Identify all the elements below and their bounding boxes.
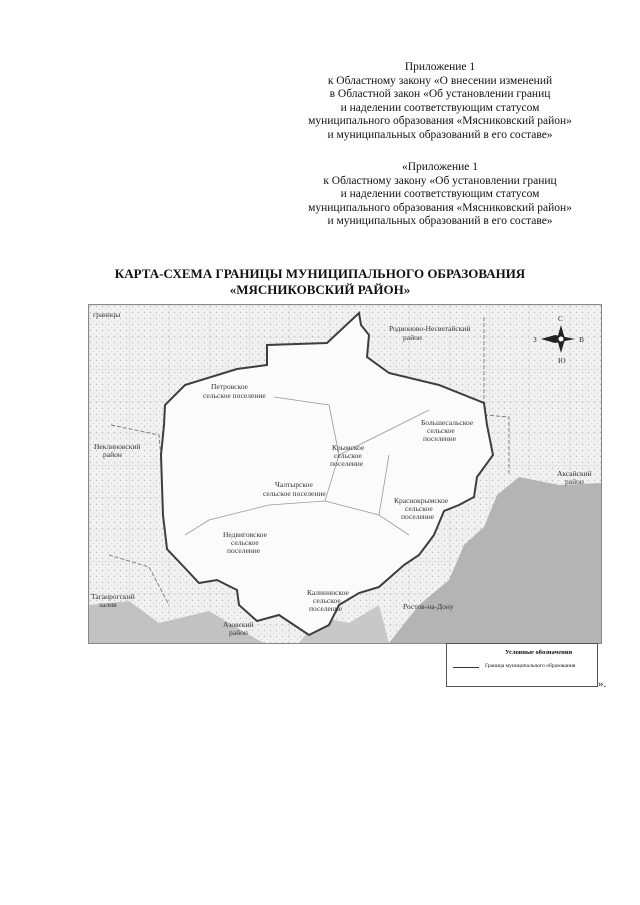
map-label-bolshesalskoe-sub2: поселение: [423, 434, 457, 443]
map-label-azovsky: Азовский: [223, 620, 254, 629]
map-label-krymskoe: Крымское: [332, 443, 365, 452]
map-label-taganrog: Таганрогский: [91, 592, 135, 601]
appendix-1-header: [280, 61, 600, 143]
map-title-line-2: «МЯСНИКОВСКИЙ РАЙОН»: [229, 282, 411, 297]
map-label-rodionovo: Родионово-Несветайский: [389, 324, 471, 333]
map-label-bolshesalskoe: Большесальское: [421, 418, 474, 427]
appendix-2-header: [280, 161, 600, 229]
legend-title: Условные обозначения: [505, 649, 573, 656]
map-label-aksaysky-sub: район: [565, 477, 584, 486]
map-label-azovsky-sub: район: [229, 628, 248, 637]
map-label-rodionovo-sub: район: [403, 333, 422, 342]
map-canvas: [89, 305, 601, 643]
district-map: [88, 304, 602, 644]
map-label-chaltyrskoe-sub: сельское поселение: [263, 489, 326, 498]
map-label-top-left: границы: [93, 310, 121, 319]
map-label-nedvigovskoe-sub2: поселение: [227, 546, 261, 555]
appendix-1-line: в Областной закон «Об установлении границ: [329, 88, 551, 101]
legend-boundary-line-icon: [453, 667, 479, 668]
compass-west: З: [533, 335, 537, 344]
map-label-petrovskoe: Петровское: [211, 382, 248, 391]
compass-east: В: [579, 335, 585, 344]
appendix-1-line: и наделении соответствующим статусом: [340, 101, 540, 114]
map-label-aksaysky: Аксайский: [557, 469, 592, 478]
map-label-krasnokrymskoe-sub2: поселение: [401, 512, 435, 521]
map-label-kalinovskoe-sub2: поселение: [309, 604, 343, 613]
appendix-2-line: к Областному закону «Об установлении границ: [323, 174, 557, 187]
appendix-1-line: Приложение 1: [404, 61, 476, 73]
map-title-line-1: КАРТА-СХЕМА ГРАНИЦЫ МУНИЦИПАЛЬНОГО ОБРАЗОВАНИЯ: [114, 266, 526, 281]
map-label-nedvigovskoe-sub: сельское: [231, 538, 259, 547]
compass-north: С: [558, 314, 564, 323]
map-label-krymskoe-sub: сельское: [334, 451, 362, 460]
map-label-rostov: Ростов-на-Дону: [403, 602, 454, 611]
map-label-neklinovsky: Неклиновский: [94, 442, 141, 451]
map-label-nedvigovskoe: Недвиговское: [223, 530, 267, 539]
appendix-2-line: и наделении соответствующим статусом: [340, 188, 540, 201]
appendix-1-line: и муниципальных образований в его составе»: [327, 128, 553, 141]
closing-quote-mark: ».: [598, 678, 607, 690]
legend-item-text: Граница муниципального образования: [485, 663, 576, 669]
map-label-neklinovsky-sub: район: [103, 450, 122, 459]
map-label-taganrog-sub: залив: [99, 600, 117, 609]
appendix-2-line: и муниципальных образований в его составе»: [327, 215, 553, 228]
map-label-bolshesalskoe-sub: сельское: [427, 426, 455, 435]
appendix-2-line: «Приложение 1: [401, 161, 479, 173]
map-label-kalinovskoe: Калининское: [307, 588, 349, 597]
appendix-1-line: к Областному закону «О внесении изменений: [327, 74, 553, 87]
map-label-krasnokrymskoe-sub: сельское: [405, 504, 433, 513]
map-title: [60, 266, 580, 298]
map-label-petrovskoe-sub: сельское поселение: [203, 391, 266, 400]
map-legend: [446, 643, 598, 687]
appendix-1-line: муниципального образования «Мясниковский район»: [308, 115, 572, 128]
map-label-krasnokrymskoe: Краснокрымское: [394, 496, 449, 505]
map-label-krymskoe-sub2: поселение: [330, 459, 364, 468]
appendix-2-line: муниципального образования «Мясниковский район»: [308, 201, 572, 214]
map-label-chaltyrskoe: Чалтырское: [275, 480, 313, 489]
map-label-kalinovskoe-sub: сельское: [313, 596, 341, 605]
compass-south: Ю: [558, 356, 566, 365]
